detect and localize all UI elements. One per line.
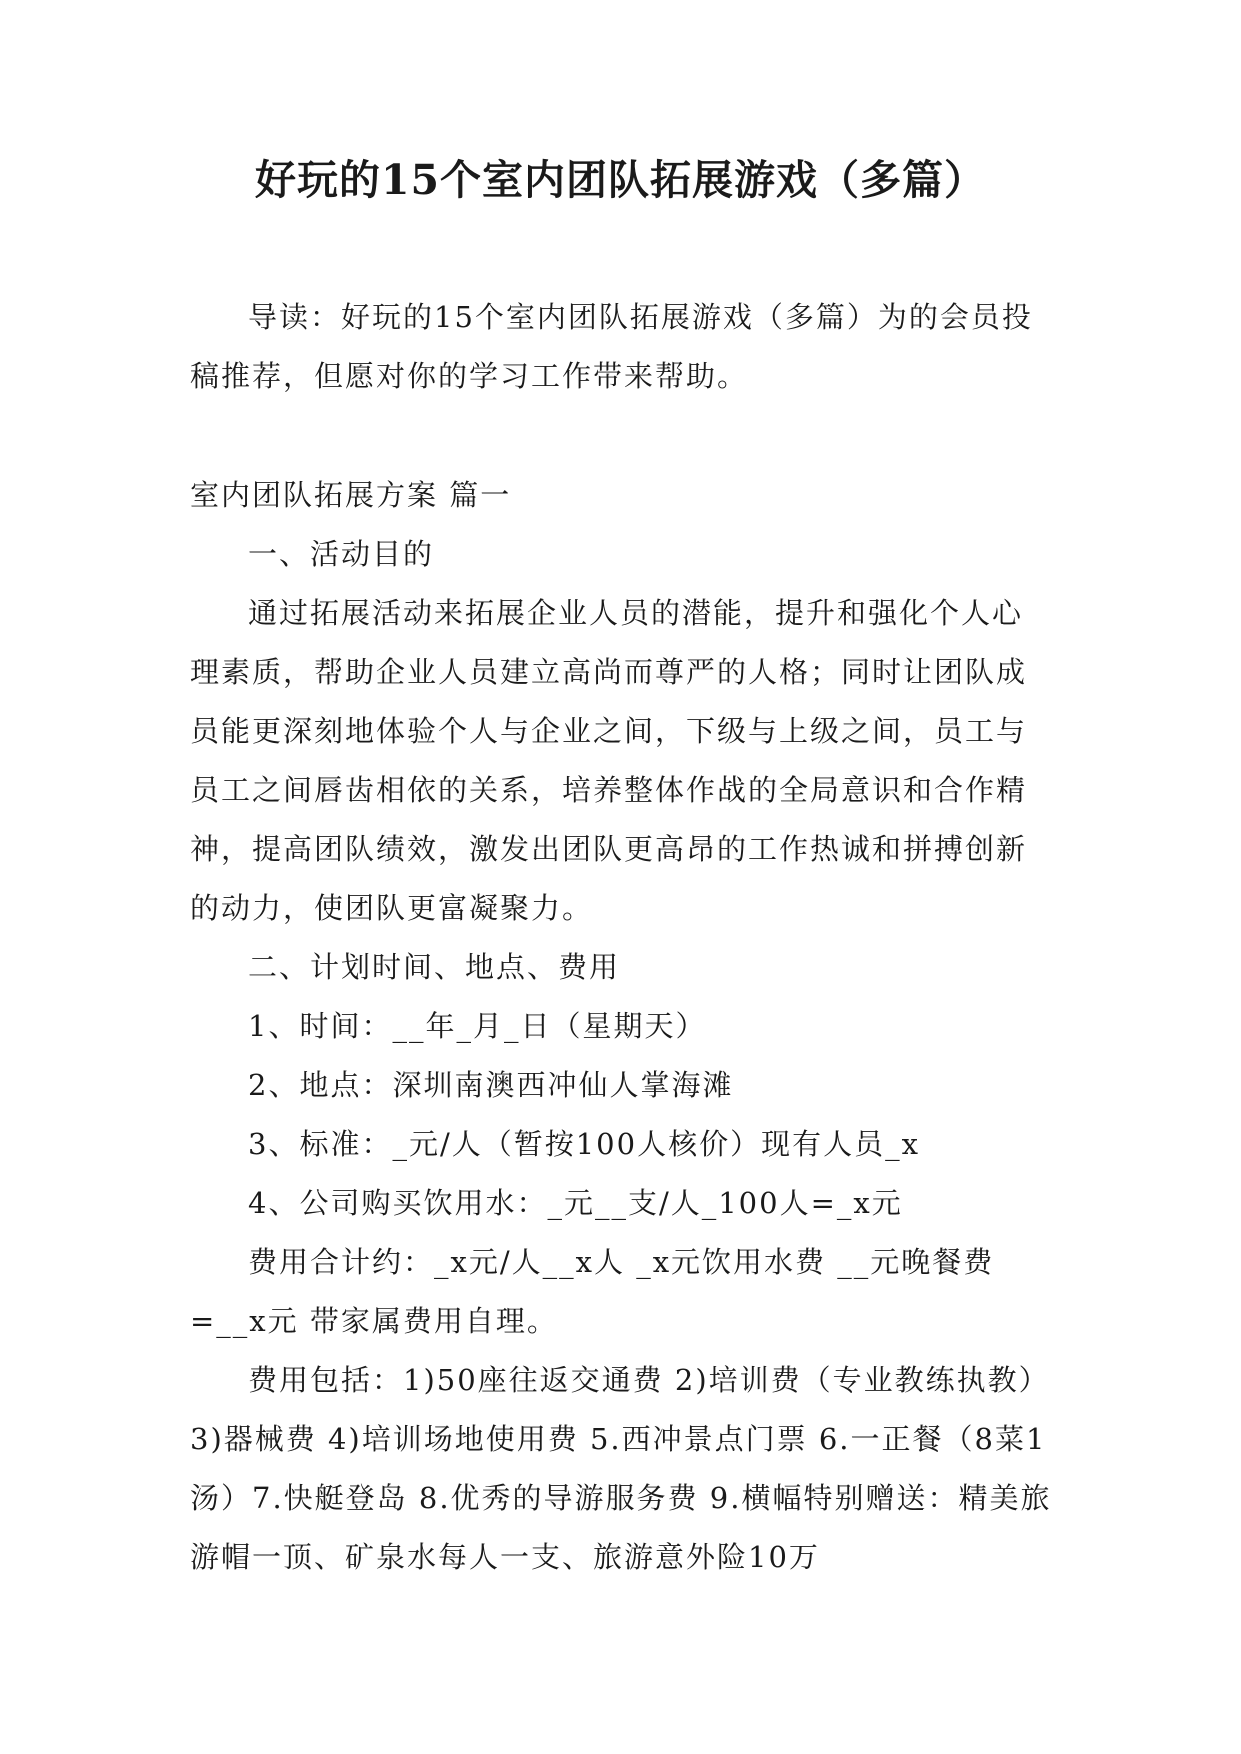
intro-block <box>190 288 1052 406</box>
list-item-water: 4、公司购买饮用水：_元__支/人_100人=_x元 <box>248 1186 903 1220</box>
paragraph-cost-includes: 费用包括：1)50座往返交通费 2)培训费（专业教练执教）3)器械费 4)培训场地使用费 5.西冲景点门票 6.一正餐（8菜1汤）7.快艇登岛 8.优秀的导游服务费 9.横幅特别赠送：精美旅游帽一顶、矿泉水每人一支、旅游意外险10万 <box>190 1363 1052 1574</box>
intro-paragraph: 导读：好玩的15个室内团队拓展游戏（多篇）为的会员投稿推荐，但愿对你的学习工作带来帮助。 <box>190 300 1033 393</box>
list-item-location: 2、地点：深圳南澳西冲仙人掌海滩 <box>248 1068 734 1102</box>
paragraph-purpose: 通过拓展活动来拓展企业人员的潜能，提升和强化个人心理素质，帮助企业人员建立高尚而尊严的人格；同时让团队成员能更深刻地体验个人与企业之间，下级与上级之间，员工与员工之间唇齿相依的关系，培养整体作战的全局意识和合作精神，提高团队绩效，激发出团队更高昂的工作热诚和拼搏创新的动力，使团队更富凝聚力。 <box>190 596 1028 925</box>
heading-activity-purpose: 一、活动目的 <box>248 537 435 571</box>
paragraph-total-cost: 费用合计约：_x元/人__x人 _x元饮用水费 __元晚餐费=__x元 带家属费用自理。 <box>190 1245 995 1338</box>
heading-plan: 二、计划时间、地点、费用 <box>248 950 621 984</box>
list-item-standard: 3、标准：_元/人（暂按100人核价）现有人员_x <box>248 1127 920 1161</box>
document-title: 好玩的15个室内团队拓展游戏（多篇） <box>254 156 987 204</box>
list-item-time: 1、时间：__年_月_日（星期天） <box>248 1009 707 1043</box>
content-block <box>190 466 1052 1587</box>
section-heading: 室内团队拓展方案 篇一 <box>190 478 512 512</box>
